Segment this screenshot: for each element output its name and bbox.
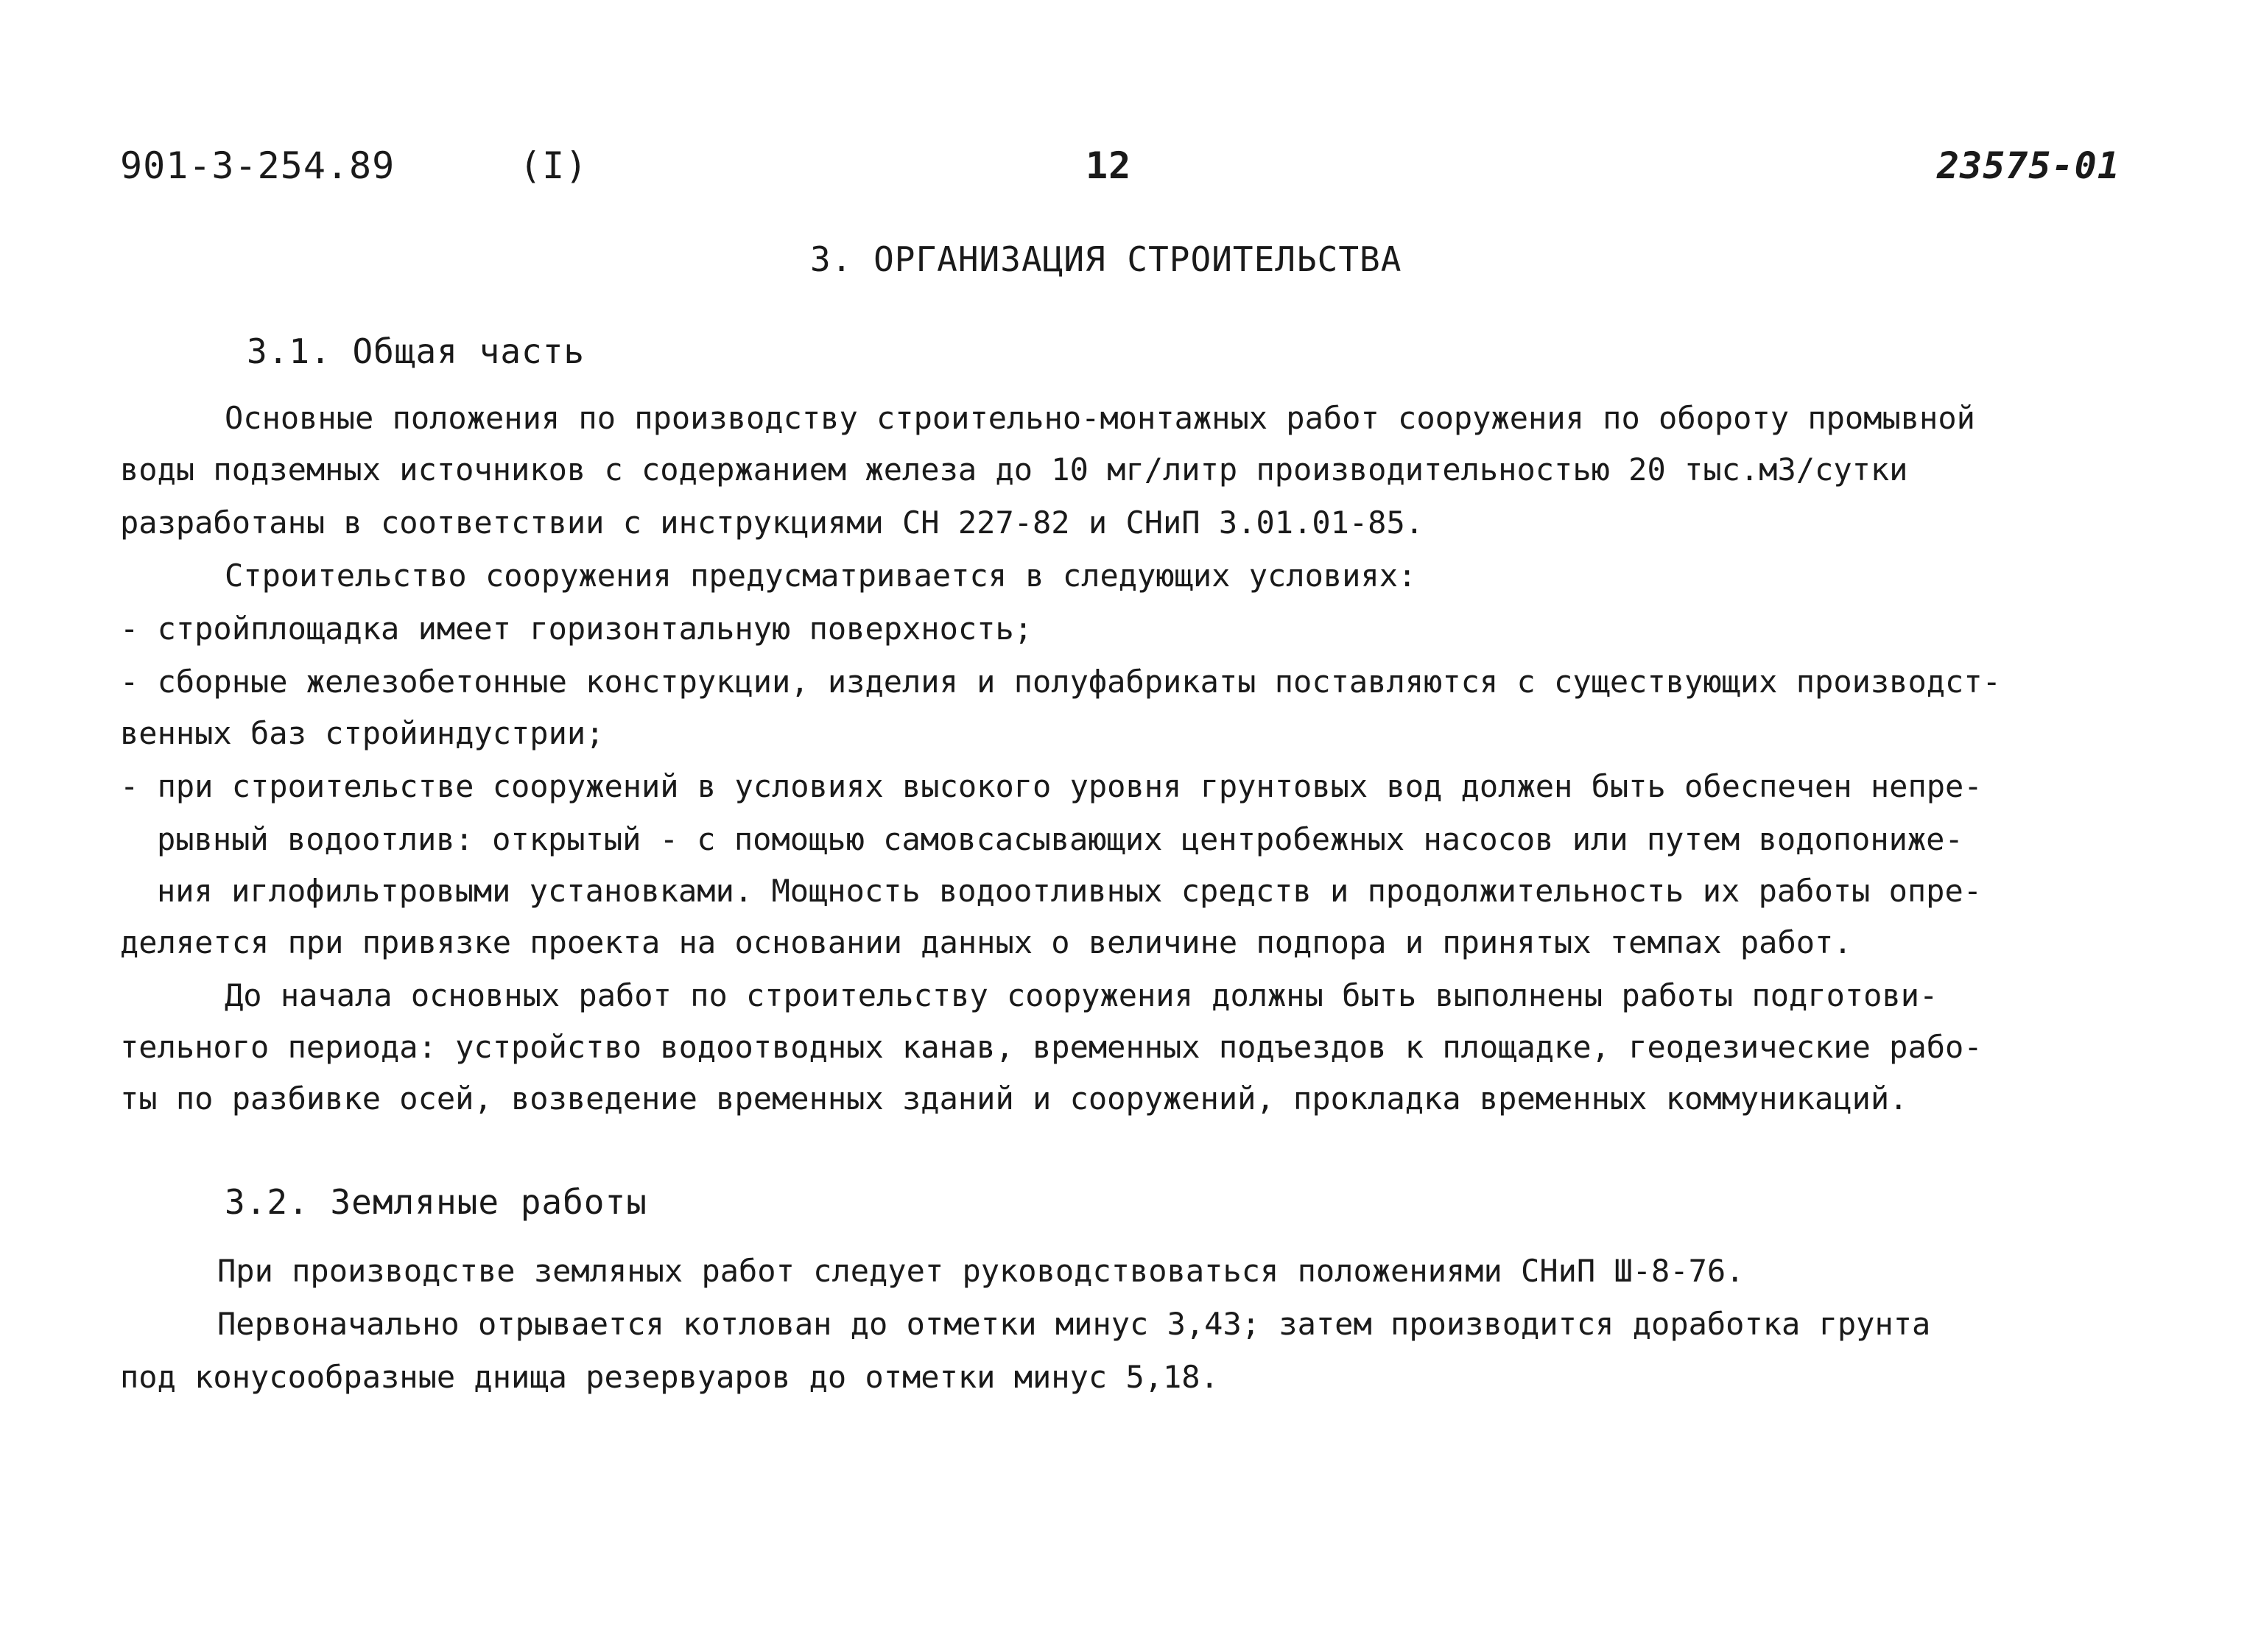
paragraph-line: Строительство сооружения предусматривается в следующих условиях:: [225, 558, 1417, 594]
document-code: 901-3-254.89: [120, 144, 395, 187]
paragraph-line: ты по разбивке осей, возведение временных зданий и сооружений, прокладка временных коммуникаций.: [120, 1080, 1908, 1117]
paragraph-line: воды подземных источников с содержанием железа до 10 мг/литр производительностью 20 тыс.м3/сутки: [120, 451, 1908, 488]
paragraph-line: До начала основных работ по строительству сооружения должны быть выполнены работы подготови-: [225, 977, 1938, 1013]
paragraph-line: Первоначально отрывается котлован до отметки минус 3,43; затем производится доработка грунта: [217, 1306, 1931, 1342]
paragraph-line: под конусообразные днища резервуаров до отметки минус 5,18.: [120, 1359, 1219, 1395]
list-item-continuation: рывный водоотлив: открытый - с помощью самовсасывающих центробежных насосов или путем водопониже-: [157, 821, 1963, 857]
list-item-continuation: венных баз стройиндустрии;: [120, 715, 605, 751]
volume-number: (I): [519, 144, 588, 187]
list-item: - сборные железобетонные конструкции, изделия и полуфабрикаты поставляются с существующих производст-: [120, 664, 2001, 700]
list-item-continuation: деляется при привязке проекта на основании данных о величине подпора и принятых темпах работ.: [120, 924, 1852, 960]
list-item-continuation: ния иглофильтровыми установками. Мощность водоотливных средств и продолжительность их работы опре-: [157, 873, 1983, 909]
paragraph-line: Основные положения по производству строительно-монтажных работ сооружения по обороту промывной: [225, 400, 1975, 436]
subsection-title-general: 3.1. Общая часть: [247, 331, 586, 371]
list-item: - при строительстве сооружений в условиях высокого уровня грунтовых вод должен быть обеспечен непре-: [120, 768, 1983, 804]
paragraph-line: тельного периода: устройство водоотводных канав, временных подъездов к площадке, геодезические рабо-: [120, 1029, 1983, 1065]
inventory-number: 23575-01: [1937, 144, 2120, 187]
section-title: 3. ОРГАНИЗАЦИЯ СТРОИТЕЛЬСТВА: [810, 239, 1402, 279]
subsection-title-earthworks: 3.2. Земляные работы: [225, 1182, 647, 1222]
paragraph-line: разработаны в соответствии с инструкциями СН 227-82 и СНиП 3.01.01-85.: [120, 505, 1424, 541]
page-number: 12: [1086, 144, 1132, 187]
list-item: - стройплощадка имеет горизонтальную поверхность;: [120, 611, 1033, 647]
paragraph-line: При производстве земляных работ следует руководствоваться положениями СНиП Ш-8-76.: [217, 1253, 1745, 1289]
